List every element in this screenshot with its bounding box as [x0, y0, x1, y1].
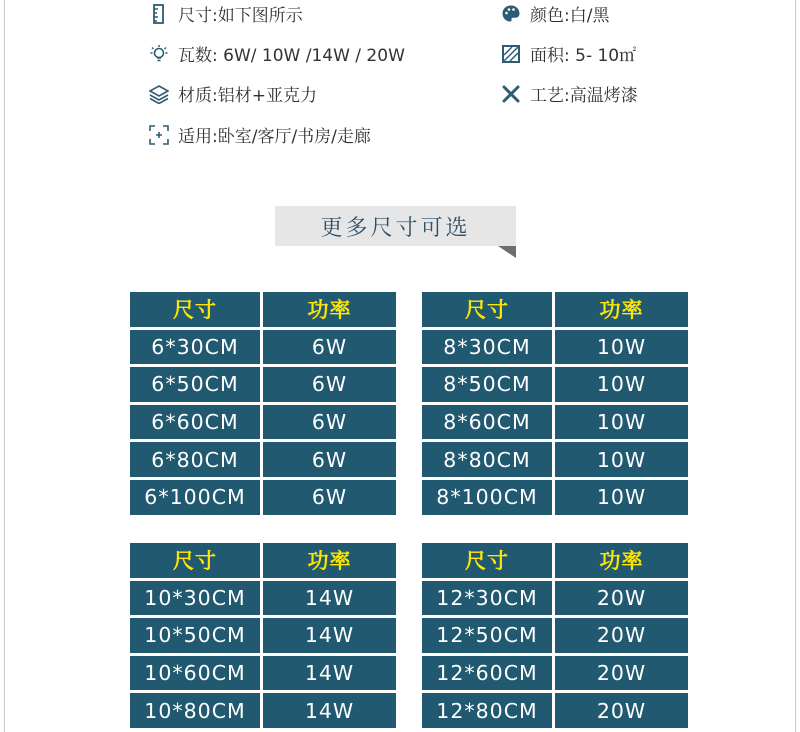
cell-size: 8*30CM [422, 330, 552, 365]
spec-area [500, 41, 636, 66]
spec-size-label: 尺寸:如下图所示 [178, 6, 303, 26]
banner-fold-corner [498, 246, 516, 258]
header-size: 尺寸 [130, 543, 260, 578]
cell-power: 20W [555, 693, 688, 728]
cell-size: 12*80CM [422, 693, 552, 728]
banner-title: 更多尺寸可选 [320, 215, 471, 241]
cell-size: 6*80CM [130, 442, 260, 477]
cell-size: 8*50CM [422, 367, 552, 402]
frame-right-border [795, 0, 796, 732]
size-table-12 [422, 543, 688, 728]
cell-power: 20W [555, 581, 688, 616]
spec-craft-label: 工艺:高温烤漆 [530, 86, 638, 106]
spec-material [148, 81, 317, 106]
cell-size: 6*30CM [130, 330, 260, 365]
more-sizes-banner [275, 206, 516, 246]
spec-application [148, 122, 371, 147]
cell-power: 10W [555, 442, 688, 477]
cell-power: 20W [555, 618, 688, 653]
spec-application-label: 适用:卧室/客厅/书房/走廊 [178, 127, 371, 147]
size-table-10 [130, 543, 396, 728]
cell-power: 10W [555, 367, 688, 402]
cell-size: 8*80CM [422, 442, 552, 477]
cell-size: 6*100CM [130, 480, 260, 515]
cell-size: 6*50CM [130, 367, 260, 402]
ruler-icon [148, 3, 170, 25]
header-size: 尺寸 [422, 543, 552, 578]
cell-power: 10W [555, 405, 688, 440]
cell-size: 8*60CM [422, 405, 552, 440]
cell-size: 10*60CM [130, 656, 260, 691]
cell-power: 10W [555, 330, 688, 365]
cell-power: 14W [263, 693, 396, 728]
cell-power: 10W [555, 480, 688, 515]
lightbulb-icon [148, 43, 170, 65]
cell-power: 6W [263, 367, 396, 402]
size-table-8 [422, 292, 688, 515]
header-size: 尺寸 [422, 292, 552, 327]
cell-size: 12*30CM [422, 581, 552, 616]
cell-size: 12*60CM [422, 656, 552, 691]
layers-icon [148, 83, 170, 105]
header-power: 功率 [555, 543, 688, 578]
spec-size [148, 1, 303, 26]
cell-size: 10*50CM [130, 618, 260, 653]
cell-power: 14W [263, 656, 396, 691]
cell-size: 10*30CM [130, 581, 260, 616]
header-size: 尺寸 [130, 292, 260, 327]
spec-area-label: 面积: 5- 10㎡ [530, 46, 637, 66]
frame-left-border [4, 0, 5, 732]
scan-frame-icon [148, 124, 170, 146]
spec-craft [500, 81, 638, 106]
palette-icon [500, 3, 522, 25]
header-power: 功率 [263, 292, 396, 327]
cell-power: 6W [263, 480, 396, 515]
spec-wattage-label: 瓦数: 6W/ 10W /14W / 20W [178, 46, 405, 66]
cell-power: 14W [263, 581, 396, 616]
area-icon [500, 43, 522, 65]
cell-size: 12*50CM [422, 618, 552, 653]
cell-size: 10*80CM [130, 693, 260, 728]
cell-power: 6W [263, 405, 396, 440]
size-table-6 [130, 292, 396, 515]
cell-size: 8*100CM [422, 480, 552, 515]
spec-color-label: 颜色:白/黑 [530, 6, 610, 26]
cell-power: 6W [263, 442, 396, 477]
spec-material-label: 材质:铝材+亚克力 [178, 86, 317, 106]
cell-power: 20W [555, 656, 688, 691]
spec-wattage [148, 41, 405, 66]
cross-tools-icon [500, 83, 522, 105]
cell-size: 6*60CM [130, 405, 260, 440]
spec-color [500, 1, 609, 26]
header-power: 功率 [555, 292, 688, 327]
header-power: 功率 [263, 543, 396, 578]
cell-power: 14W [263, 618, 396, 653]
cell-power: 6W [263, 330, 396, 365]
